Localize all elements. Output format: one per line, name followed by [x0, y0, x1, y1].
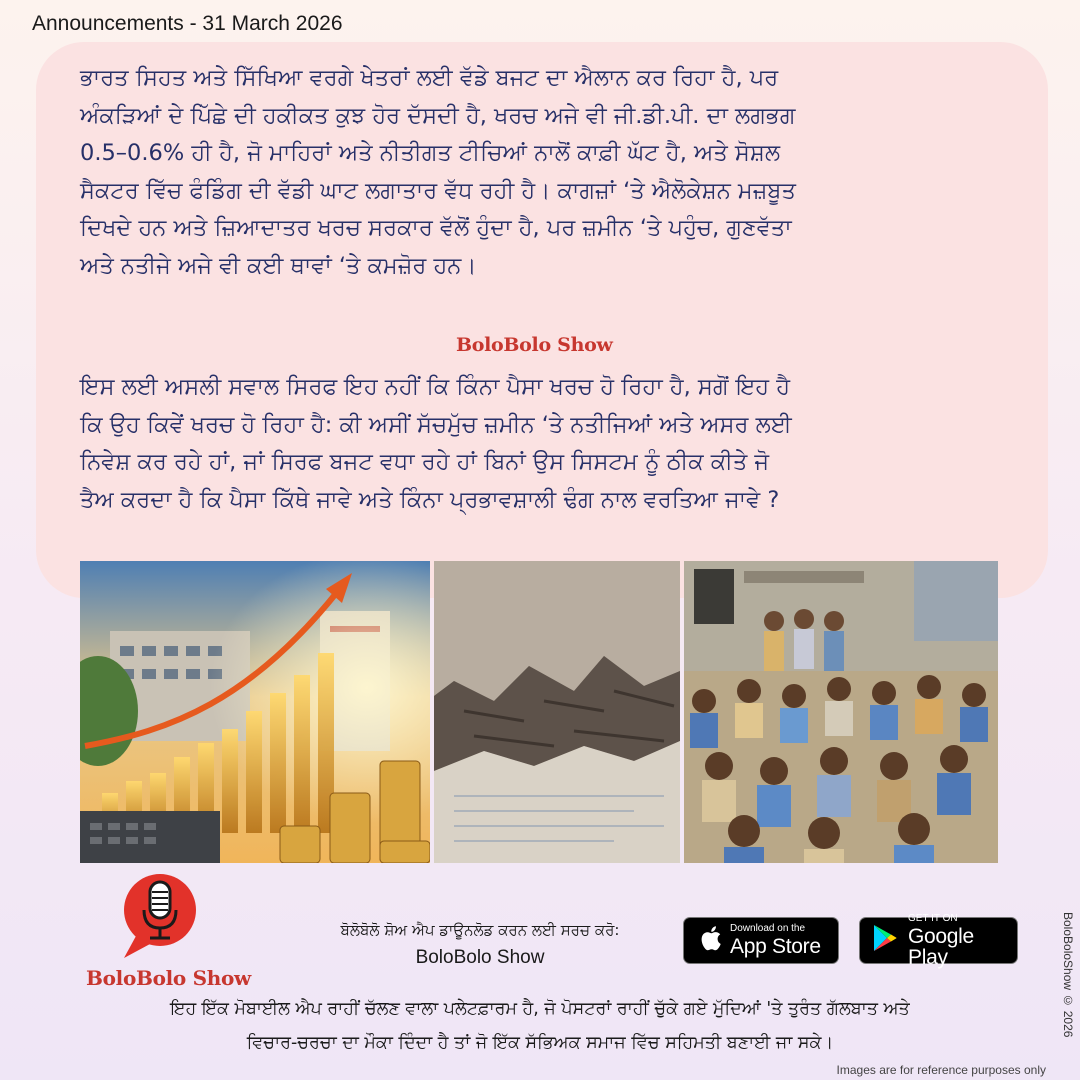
classroom-children-image — [684, 561, 998, 863]
search-prompt: ਬੋਲੋਬੋਲੋ ਸ਼ੋਅ ਐਪ ਡਾਊਨਲੋਡ ਕਰਨ ਲਈ ਸਰਚ ਕਰੋ: — [340, 921, 620, 939]
damaged-ceiling-image — [434, 561, 680, 863]
app-store-button[interactable] — [683, 917, 839, 964]
announcement-date-header: Announcements - 31 March 2026 — [32, 12, 343, 35]
budget-growth-chart-image — [80, 561, 430, 863]
paragraph-budget-reality: ਭਾਰਤ ਸਿਹਤ ਅਤੇ ਸਿੱਖਿਆ ਵਰਗੇ ਖੇਤਰਾਂ ਲਈ ਵੱਡੇ ਬਜਟ ਦਾ ਐਲਾਨ ਕਰ ਰਿਹਾ ਹੈ, ਪਰ ਅੰਕੜਿਆਂ ਦੇ ਪਿੱਛੇ ਦੀ ਹਕੀਕਤ ਕੁਝ ਹੋਰ ਦੱਸਦੀ ਹੈ, ਖਰਚ ਅਜੇ ਵੀ ਜੀ.ਡੀ.ਪੀ. ਦਾ ਲਗਭਗ 0.5–0.6% ਹੀ ਹੈ, ਜੋ ਮਾਹਿਰਾਂ ਅਤੇ ਨੀਤੀਗਤ ਟੀਚਿਆਂ ਨਾਲੋਂ ਕਾਫ਼ੀ ਘੱਟ ਹੈ, ਅਤੇ ਸੋਸ਼ਲ ਸੈਕਟਰ ਵਿੱਚ ਫੰਡਿੰਗ ਦੀ ਵੱਡੀ ਘਾਟ ਲਗਾਤਾਰ ਵੱਧ ਰਹੀ ਹੈ। ਕਾਗਜ਼ਾਂ ‘ਤੇ ਐਲੋਕੇਸ਼ਨ ਮਜ਼ਬੂਤ ਦਿਖਦੇ ਹਨ ਅਤੇ ਜ਼ਿਆਦਾਤਰ ਖਰਚ ਸਰਕਾਰ ਵੱਲੋਂ ਹੁੰਦਾ ਹੈ, ਪਰ ਜ਼ਮੀਨ ‘ਤੇ ਪਹੁੰਚ, ਗੁਣਵੱਤਾ ਅਤੇ ਨਤੀਜੇ ਅਜੇ ਵੀ ਕਈ ਥਾਵਾਂ ‘ਤੇ ਕਮਜ਼ੋਰ ਹਨ। — [80, 65, 796, 279]
google-play-label: Google Play — [908, 924, 974, 969]
app-search-instruction — [290, 920, 670, 968]
brand-logo-text: BoloBolo Show — [86, 966, 251, 990]
microphone-logo-icon — [116, 868, 198, 960]
image-disclaimer: Images are for reference purposes only — [836, 1063, 1046, 1077]
app-store-small-label: Download on the — [730, 923, 806, 934]
paragraph-key-question: ਇਸ ਲਈ ਅਸਲੀ ਸਵਾਲ ਸਿਰਫ ਇਹ ਨਹੀਂ ਕਿ ਕਿੰਨਾ ਪੈਸਾ ਖਰਚ ਹੋ ਰਿਹਾ ਹੈ, ਸਗੋਂ ਇਹ ਹੈ ਕਿ ਉਹ ਕਿਵੇਂ ਖਰਚ ਹੋ ਰਿਹਾ ਹੈ: ਕੀ ਅਸੀਂ ਸੱਚਮੁੱਚ ਜ਼ਮੀਨ ‘ਤੇ ਨਤੀਜਿਆਂ ਅਤੇ ਅਸਰ ਲਈ ਨਿਵੇਸ਼ ਕਰ ਰਹੇ ਹਾਂ, ਜਾਂ ਸਿਰਫ ਬਜਟ ਵਧਾ ਰਹੇ ਹਾਂ ਬਿਨਾਂ ਉਸ ਸਿਸਟਮ ਨੂੰ ਠੀਕ ਕੀਤੇ ਜੋ ਤੈਅ ਕਰਦਾ ਹੈ ਕਿ ਪੈਸਾ ਕਿੱਥੇ ਜਾਵੇ ਅਤੇ ਕਿੰਨਾ ਪ੍ਰਭਾਵਸ਼ਾਲੀ ਢੰਗ ਨਾਲ ਵਰਤਿਆ ਜਾਵੇ ? — [80, 374, 792, 513]
copyright-notice: BoloBoloShow © 2026 — [1061, 912, 1075, 1038]
app-name: BoloBolo Show — [415, 947, 545, 968]
apple-icon — [698, 924, 722, 957]
google-play-small-label: GET IT ON — [908, 912, 958, 924]
brand-watermark: BoloBolo Show — [456, 334, 613, 356]
google-play-icon — [872, 924, 898, 957]
google-play-button[interactable] — [859, 912, 1018, 969]
platform-description: ਇਹ ਇੱਕ ਮੋਬਾਈਲ ਐਪ ਰਾਹੀਂ ਚੱਲਣ ਵਾਲਾ ਪਲੇਟਫ਼ਾਰਮ ਹੈ, ਜੋ ਪੋਸਟਰਾਂ ਰਾਹੀਂ ਚੁੱਕੇ ਗਏ ਮੁੱਦਿਆਂ 'ਤੇ ਤੁਰੰਤ ਗੱਲਬਾਤ ਅਤੇ ਵਿਚਾਰ-ਚਰਚਾ ਦਾ ਮੌਕਾ ਦਿੰਦਾ ਹੈ ਤਾਂ ਜੋ ਇੱਕ ਸੱਭਿਅਕ ਸਮਾਜ ਵਿੱਚ ਸਹਿਮਤੀ ਬਣਾਈ ਜਾ ਸਕੇ। — [170, 999, 910, 1053]
photo-strip — [80, 561, 998, 863]
app-store-label: App Store — [730, 935, 821, 958]
